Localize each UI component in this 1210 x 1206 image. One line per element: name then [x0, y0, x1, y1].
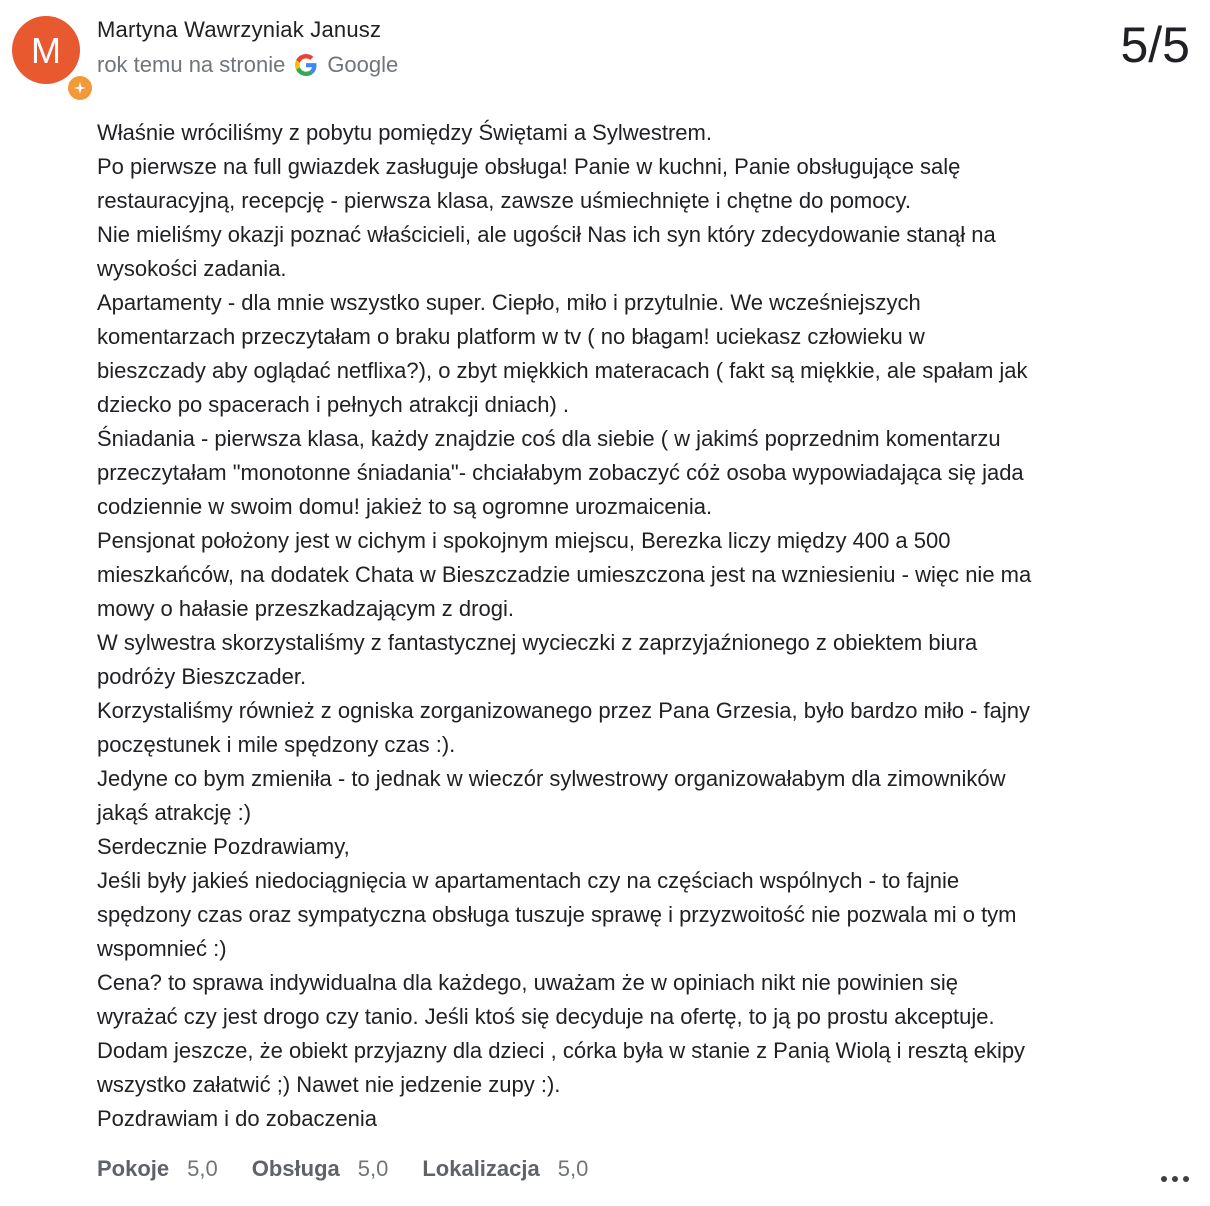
review-text-line: poczęstunek i mile spędzony czas :).	[97, 732, 456, 757]
local-guide-star-icon	[66, 74, 94, 102]
review-text-line: Korzystaliśmy również z ogniska zorganizowanego przez Pana Grzesia, było bardzo miło - fajny	[97, 698, 1030, 723]
review-text-line: Pozdrawiam i do zobaczenia	[97, 1106, 378, 1131]
review-text-line: podróży Bieszczader.	[97, 664, 307, 689]
review-text-line: Dodam jeszcze, że obiekt przyjazny dla dzieci , córka była w stanie z Panią Wiolą i resztą ekipy	[97, 1038, 1026, 1063]
category-ratings	[97, 1156, 622, 1182]
review-text-line: wszystko załatwić ;) Nawet nie jedzenie zupy :).	[97, 1072, 561, 1097]
review-text-line: wyrażać czy jest drogo czy tanio. Jeśli ktoś się decyduje na ofertę, to ją po prostu akceptuje.	[97, 1004, 995, 1029]
review-text-line: mieszkańców, na dodatek Chata w Bieszczadzie umieszczona jest na wzniesieniu - więc nie ma	[97, 562, 1032, 587]
review-text-line: W sylwestra skorzystaliśmy z fantastycznej wycieczki z zaprzyjaźnionego z obiektem biura	[97, 630, 978, 655]
review-score: 5/5	[1120, 17, 1190, 73]
review-text-line: jakąś atrakcję :)	[97, 800, 252, 825]
review-time: rok temu na stronie	[97, 52, 286, 77]
review-text-line: spędzony czas oraz sympatyczna obsługa tuszuje sprawę i przyzwoitość nie pozwala mi o tym	[97, 902, 1017, 927]
avatar-initial: M	[31, 30, 61, 71]
more-options-button[interactable]	[1158, 1166, 1192, 1192]
review-text-line: dziecko po spacerach i pełnych atrakcji dniach) .	[97, 392, 570, 417]
review-text-line: mowy o hałasie przeszkadzającym z drogi.	[97, 596, 514, 621]
review-text-line: codziennie w swoim domu! jakież to są ogromne urozmaicenia.	[97, 494, 713, 519]
more-horizontal-icon	[1160, 1175, 1190, 1183]
rating-value: 5,0	[187, 1156, 218, 1181]
review-text-line: Cena? to sprawa indywidualna dla każdego, uważam że w opiniach nikt nie powinien się	[97, 970, 958, 995]
review-text-line: bieszczady aby oglądać netflixa?), o zbyt miękkich materacach ( fakt są miękkie, ale spałam jak	[97, 358, 1028, 383]
review-text-line: Jedyne co bym zmieniła - to jednak w wieczór sylwestrowy organizowałabym dla zimowników	[97, 766, 1006, 791]
avatar[interactable]	[12, 16, 80, 84]
rating-item	[422, 1156, 588, 1182]
author-name[interactable]: Martyna Wawrzyniak Janusz	[97, 17, 382, 42]
review-text-line: Apartamenty - dla mnie wszystko super. Ciepło, miło i przytulnie. We wcześniejszych	[97, 290, 921, 315]
rating-item	[97, 1156, 218, 1182]
review-meta	[97, 52, 398, 78]
review-text-line: restauracyjną, recepcję - pierwsza klasa, zawsze uśmiechnięte i chętne do pomocy.	[97, 188, 911, 213]
review-text-line: Właśnie wróciliśmy z pobytu pomiędzy Świętami a Sylwestrem.	[97, 120, 712, 145]
rating-value: 5,0	[557, 1156, 589, 1181]
review-text-line: komentarzach przeczytałam o braku platform w tv ( no błagam! uciekasz człowieku w	[97, 324, 925, 349]
review-text-line: Jeśli były jakieś niedociągnięcia w apartamentach czy na częściach wspólnych - to fajnie	[97, 868, 960, 893]
rating-label: Lokalizacja	[422, 1156, 540, 1181]
review-text-line: wysokości zadania.	[97, 256, 287, 281]
google-g-icon	[295, 54, 317, 76]
review-text-line: Śniadania - pierwsza klasa, każdy znajdzie coś dla siebie ( w jakimś poprzednim komentarzu	[97, 426, 1001, 451]
review-text-line: Po pierwsze na full gwiazdek zasługuje obsługa! Panie w kuchni, Panie obsługujące salę	[97, 154, 961, 179]
review-text-line: Serdecznie Pozdrawiamy,	[97, 834, 350, 859]
rating-label: Pokoje	[97, 1156, 170, 1181]
rating-label: Obsługa	[251, 1156, 340, 1181]
rating-value: 5,0	[357, 1156, 389, 1181]
rating-item	[252, 1156, 389, 1182]
review-text-line: Nie mieliśmy okazji poznać właścicieli, ale ugościł Nas ich syn który zdecydowanie stanął na	[97, 222, 996, 247]
review-text-line: przeczytałam "monotonne śniadania"- chciałabym zobaczyć cóż osoba wypowiadająca się jada	[97, 460, 1024, 485]
review-text-line: wspomnieć :)	[97, 936, 227, 961]
review-text-line: Pensjonat położony jest w cichym i spokojnym miejscu, Berezka liczy między 400 a 500	[97, 528, 951, 553]
review-text	[97, 116, 1157, 1136]
review-source[interactable]: Google	[327, 52, 399, 77]
